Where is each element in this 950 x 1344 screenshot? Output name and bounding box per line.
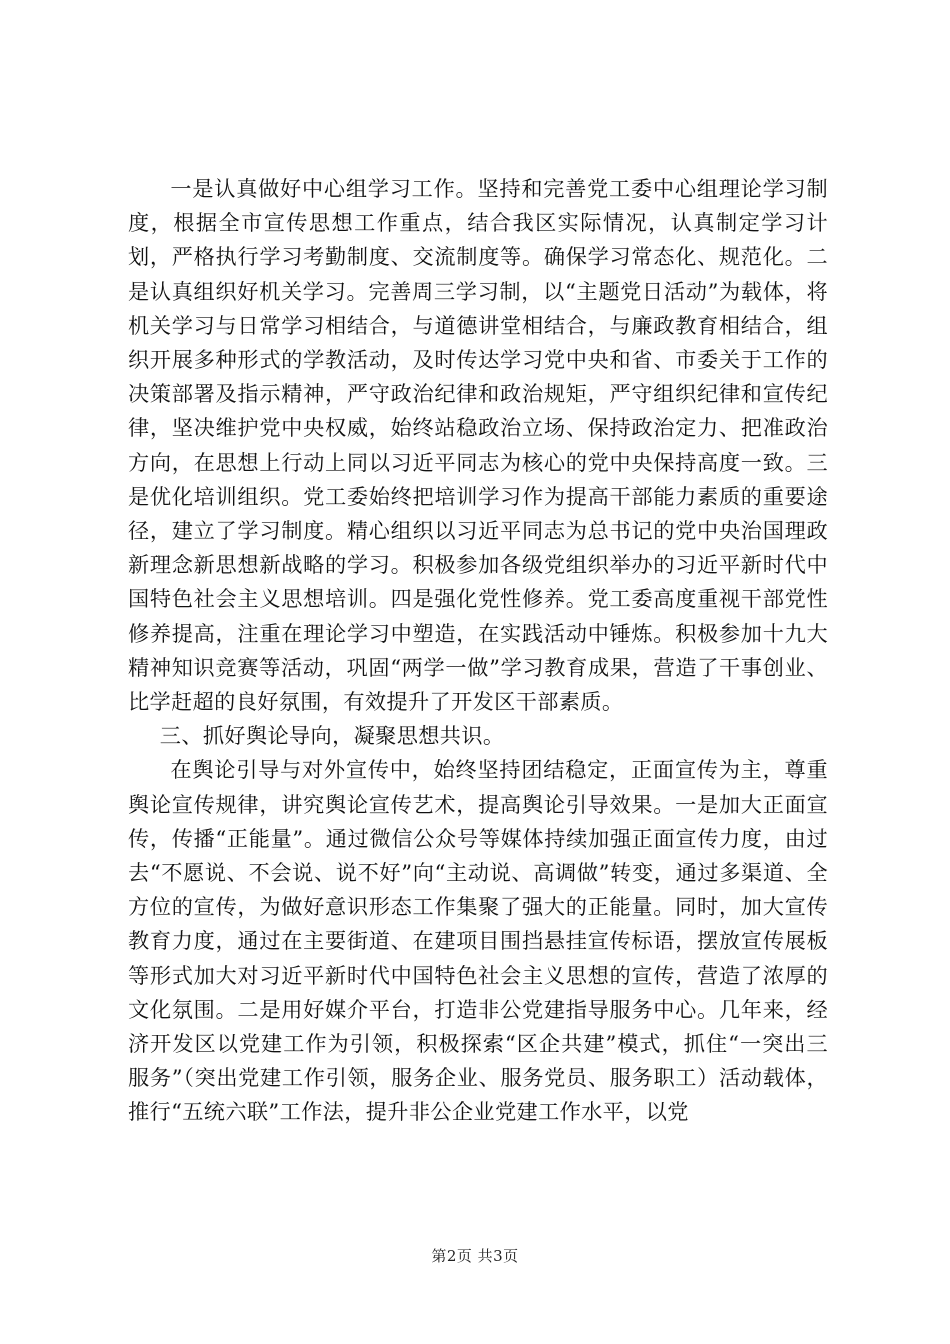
section-heading-public-opinion: 三、抓好舆论导向，凝聚思想共识。 <box>159 723 505 749</box>
paragraph-study-work: 一是认真做好中心组学习工作。坚持和完善党工委中心组理论学习制度，根据全市宣传思想工作重点，结合我区实际情况，认真制定学习计划，严格执行学习考勤制度、交流制度等。确保学习常态化、规范化。二是认真组织好机关学习。完善周三学习制，以“主题党日活动”为载体，将机关学习与日常学习相结合，与道德讲堂相结合，与廉政教育相结合，组织开展多种形式的学教活动，及时传达学习党中央和省、市委关于工作的决策部署及指示精神，严守政治纪律和政治规矩，严守组织纪律和宣传纪律，坚决维护党中央权威，始终站稳政治立场、保持政治定力、把准政治方向，在思想上行动上同以习近平同志为核心的党中央保持高度一致。三是优化培训组织。党工委始终把培训学习作为提高干部能力素质的重要途径，建立了学习制度。精心组织以习近平同志为总书记的党中央治国理政新理念新思想新战略的学习。积极参加各级党组织举办的习近平新时代中国特色社会主义思想培训。四是强化党性修养。党工委高度重视干部党性修养提高，注重在理论学习中塑造，在实践活动中锤炼。积极参加十九大精神知识竞赛等活动，巩固“两学一做”学习教育成果，营造了干事创业、比学赶超的良好氛围，有效提升了开发区干部素质。 <box>128 176 828 715</box>
paragraph-public-opinion: 在舆论引导与对外宣传中，始终坚持团结稳定，正面宣传为主，尊重舆论宣传规律，讲究舆论宣传艺术，提高舆论引导效果。一是加大正面宣传，传播“正能量”。通过微信公众号等媒体持续加强正面宣传力度，由过去“不愿说、不会说、说不好”向“主动说、高调做”转变，通过多渠道、全方位的宣传，为做好意识形态工作集聚了强大的正能量。同时，加大宣传教育力度，通过在主要街道、在建项目围挡悬挂宣传标语，摆放宣传展板等形式加大对习近平新时代中国特色社会主义思想的宣传，营造了浓厚的文化氛围。二是用好媒介平台，打造非公党建指导服务中心。几年来，经济开发区以党建工作为引领，积极探索“区企共建”模式，抓住“一突出三服务”（突出党建工作引领，服务企业、服务党员、服务职工）活动载体，推行“五统六联”工作法，提升非公企业党建工作水平，以党 <box>128 757 828 1125</box>
document-body <box>128 172 828 1130</box>
page-number-footer: 第2页 共3页 <box>431 1247 519 1265</box>
